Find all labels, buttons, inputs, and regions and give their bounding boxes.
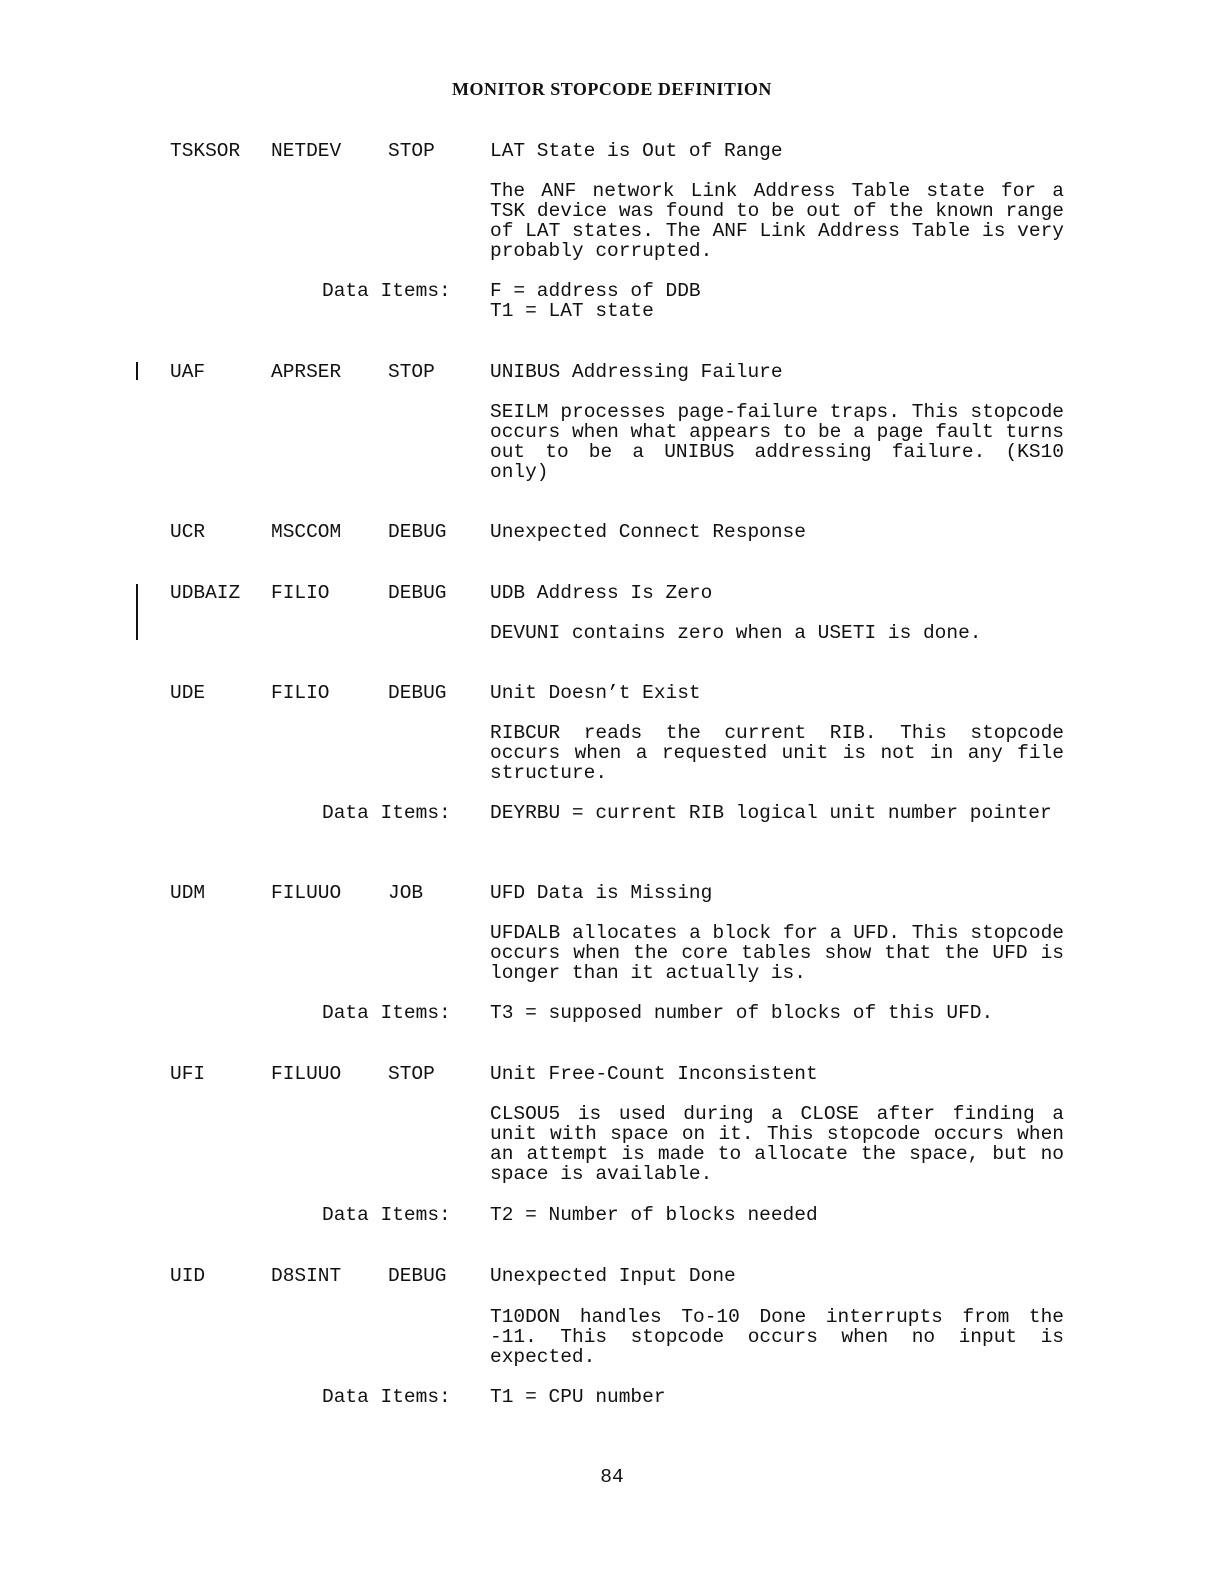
stopcode-description: CLSOU5 is used during a CLOSE after finding a unit with space on it. This stopcode occurs when an attempt is made to allocate the space, but no space is available. [490, 1103, 1064, 1185]
stopcode-title: UDB Address Is Zero [490, 582, 713, 604]
stopcode-title: UNIBUS Addressing Failure [490, 361, 783, 383]
data-item: F = address of DDB [490, 280, 701, 302]
page-number: 84 [600, 1466, 624, 1488]
stopcode-module: MSCCOM [271, 521, 342, 543]
stopcode-type: DEBUG [388, 521, 447, 543]
stopcode-description: RIBCUR reads the current RIB. This stopcode occurs when a requested unit is not in any file structure. [490, 722, 1064, 784]
stopcode-title: Unit Free-Count Inconsistent [490, 1063, 818, 1085]
stopcode-title: Unexpected Connect Response [490, 521, 806, 543]
data-item: T1 = CPU number [490, 1386, 666, 1408]
data-items-label: Data Items: [322, 802, 451, 824]
data-items-label: Data Items: [322, 1204, 451, 1226]
stopcode-type: STOP [388, 361, 435, 383]
stopcode-description: T10DON handles To-10 Done interrupts from the -11. This stopcode occurs when no input is expected. [490, 1306, 1064, 1368]
stopcode-type: STOP [388, 1063, 435, 1085]
stopcode-name: UDM [170, 882, 206, 904]
stopcode-title: LAT State is Out of Range [490, 140, 783, 162]
stopcode-title: Unit Doesn’t Exist [490, 682, 701, 704]
stopcode-type: JOB [388, 882, 424, 904]
stopcode-type: STOP [388, 140, 435, 162]
stopcode-name: UDBAIZ [170, 582, 241, 604]
data-item: T2 = Number of blocks needed [490, 1204, 818, 1226]
stopcode-name: UID [170, 1265, 206, 1287]
data-items-label: Data Items: [322, 280, 451, 302]
stopcode-module: NETDEV [271, 140, 342, 162]
change-bar [136, 362, 138, 380]
data-item: T3 = supposed number of blocks of this UFD. [490, 1002, 994, 1024]
change-bar [136, 584, 138, 640]
stopcode-module: APRSER [271, 361, 342, 383]
stopcode-module: FILIO [271, 582, 330, 604]
data-items-label: Data Items: [322, 1386, 451, 1408]
stopcode-description: The ANF network Link Address Table state for a TSK device was found to be out of the known range of LAT states. The ANF Link Address Table is very probably corrupted. [490, 180, 1064, 262]
stopcode-module: FILUUO [271, 1063, 342, 1085]
page-title: MONITOR STOPCODE DEFINITION [452, 79, 772, 99]
stopcode-type: DEBUG [388, 1265, 447, 1287]
stopcode-module: FILUUO [271, 882, 342, 904]
stopcode-name: UFI [170, 1063, 206, 1085]
stopcode-title: Unexpected Input Done [490, 1265, 736, 1287]
stopcode-description: SEILM processes page-failure traps. This stopcode occurs when what appears to be a page fault turns out to be a UNIBUS addressing failure. (KS10 only) [490, 401, 1064, 483]
stopcode-type: DEBUG [388, 682, 447, 704]
stopcode-name: UDE [170, 682, 206, 704]
stopcode-description: DEVUNI contains zero when a USETI is done. [490, 622, 982, 644]
stopcode-description: UFDALB allocates a block for a UFD. This stopcode occurs when the core tables show that the UFD is longer than it actually is. [490, 922, 1064, 984]
data-item: DEYRBU = current RIB logical unit number pointer [490, 802, 1052, 824]
data-items-label: Data Items: [322, 1002, 451, 1024]
data-item: T1 = LAT state [490, 300, 654, 322]
stopcode-type: DEBUG [388, 582, 447, 604]
stopcode-module: FILIO [271, 682, 330, 704]
stopcode-name: UAF [170, 361, 206, 383]
stopcode-name: TSKSOR [170, 140, 241, 162]
stopcode-module: D8SINT [271, 1265, 342, 1287]
stopcode-title: UFD Data is Missing [490, 882, 713, 904]
stopcode-name: UCR [170, 521, 206, 543]
